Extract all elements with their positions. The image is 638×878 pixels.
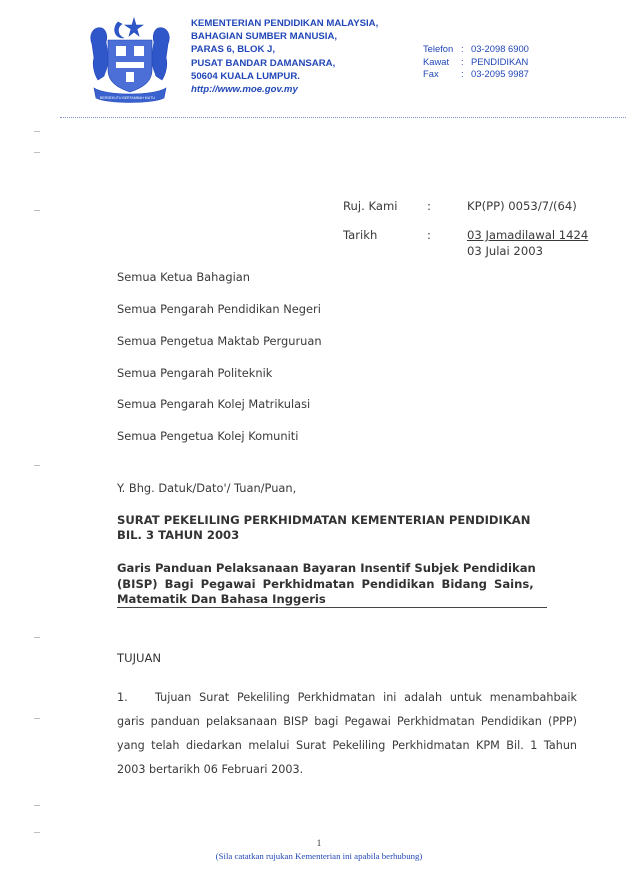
contact-label: Fax xyxy=(423,68,439,80)
contact-row-telefon xyxy=(423,43,529,56)
contact-details xyxy=(423,43,529,81)
section-heading-tujuan: TUJUAN xyxy=(117,651,162,665)
margin-mark xyxy=(34,718,40,719)
contact-row-kawat xyxy=(423,56,529,69)
address-line: BAHAGIAN SUMBER MANUSIA, xyxy=(191,31,338,43)
margin-mark xyxy=(34,465,40,466)
contact-separator: : xyxy=(461,68,464,80)
contact-label: Telefon xyxy=(423,43,454,54)
recipient-item: Semua Pengarah Kolej Matrikulasi xyxy=(117,397,311,411)
website-link[interactable]: http://www.moe.gov.my xyxy=(191,84,298,96)
address-line: KEMENTERIAN PENDIDIKAN MALAYSIA, xyxy=(191,18,379,29)
recipient-item: Semua Pengarah Pendidikan Negeri xyxy=(117,302,321,316)
circular-title-line: SURAT PEKELILING PERKHIDMATAN KEMENTERIAN PENDIDIKAN xyxy=(117,513,531,527)
subject-underline xyxy=(117,607,547,608)
ruj-separator: : xyxy=(427,199,431,213)
letterhead-divider xyxy=(60,117,626,118)
address-line: 50604 KUALA LUMPUR. xyxy=(191,70,300,82)
page-number: 1 xyxy=(316,838,322,848)
subject-line: (BISP) Bagi Pegawai Perkhidmatan Pendidikan Bidang Sains, xyxy=(117,576,534,591)
tarikh-label: Tarikh xyxy=(343,228,378,242)
contact-separator: : xyxy=(461,55,464,67)
recipient-item: Semua Pengetua Kolej Komuniti xyxy=(117,429,299,443)
contact-value: 03-2098 6900 xyxy=(471,43,529,54)
crest-motto: BERSEKUTU BERTAMBAH MUTU xyxy=(100,96,155,100)
margin-mark xyxy=(34,832,40,833)
ruj-label: Ruj. Kami xyxy=(343,199,398,213)
contact-label: Kawat xyxy=(423,55,450,67)
ruj-value: KP(PP) 0053/7/(64) xyxy=(467,199,577,213)
contact-row-fax xyxy=(423,68,529,81)
margin-mark xyxy=(34,131,40,132)
salutation: Y. Bhg. Datuk/Dato'/ Tuan/Puan, xyxy=(117,481,297,495)
margin-mark xyxy=(34,805,40,806)
margin-mark xyxy=(34,637,40,638)
address-line: PARAS 6, BLOK J, xyxy=(191,44,276,56)
subject-line: Garis Panduan Pelaksanaan Bayaran Insentif Subjek Pendidikan xyxy=(117,561,536,575)
subject-heading xyxy=(117,561,536,608)
recipient-item: Semua Ketua Bahagian xyxy=(117,270,250,284)
paragraph-text: Tujuan Surat Pekeliling Perkhidmatan ini adalah untuk menambahbaik garis panduan pelaksanaan BISP bagi Pegawai Perkhidmatan Pendidikan (PPP) yang telah diedarkan melalui Surat Pekeliling Perkhidmatan KPM Bil. 1 Tahun 2003 bertarikh 06 Februari 2003. xyxy=(117,691,577,776)
tarikh-masihi: 03 Julai 2003 xyxy=(467,244,543,258)
margin-mark xyxy=(34,210,40,211)
circular-title-line: BIL. 3 TAHUN 2003 xyxy=(117,528,240,542)
contact-value: PENDIDIKAN xyxy=(471,55,529,67)
contact-value: 03-2095 9987 xyxy=(471,68,529,80)
subject-line: Matematik Dan Bahasa Inggeris xyxy=(117,592,326,606)
contact-separator: : xyxy=(461,43,464,54)
footer-note: (Sila catatkan rujukan Kementerian ini apabila berhubung) xyxy=(215,851,423,861)
circular-title xyxy=(117,513,531,543)
tarikh-separator: : xyxy=(427,228,431,242)
margin-mark xyxy=(34,152,40,153)
ministry-address xyxy=(191,17,378,96)
recipient-item: Semua Pengarah Politeknik xyxy=(117,366,273,380)
tarikh-hijri: 03 Jamadilawal 1424 xyxy=(467,228,589,242)
paragraph-1 xyxy=(117,686,577,782)
coat-of-arms-crest-icon xyxy=(86,14,174,106)
recipient-item: Semua Pengetua Maktab Perguruan xyxy=(117,334,322,348)
address-line: PUSAT BANDAR DAMANSARA, xyxy=(191,57,336,69)
paragraph-number: 1. xyxy=(117,691,128,704)
